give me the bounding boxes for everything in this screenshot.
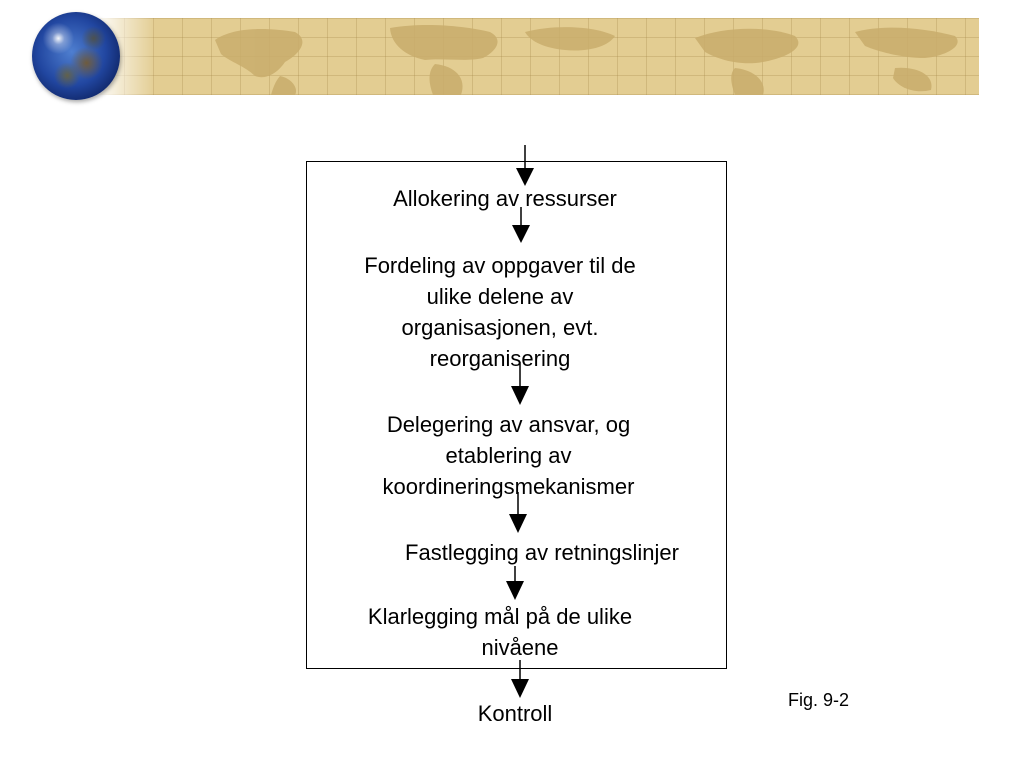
step-line: Fastlegging av retningslinjer: [405, 540, 679, 565]
step-delegering: [330, 409, 687, 502]
step-line: Klarlegging mål på de ulike: [367, 604, 633, 629]
figure-label: Fig. 9-2: [788, 690, 850, 710]
step-klarlegging: [320, 601, 680, 663]
arrow-step4-to-step5: [506, 566, 524, 600]
arrow-frame-to-kontroll: [511, 660, 529, 698]
step-line: Allokering av ressurser: [393, 186, 617, 211]
step-kontroll: [415, 698, 615, 729]
step-fastlegging: [362, 537, 722, 568]
arrow-into-frame: [516, 145, 534, 186]
step-line: Kontroll: [477, 701, 553, 726]
step-allokering: [330, 183, 680, 214]
step-line: reorganisering: [429, 346, 571, 371]
step-fordeling: [320, 250, 680, 374]
step-line: Delegering av ansvar, og: [386, 412, 631, 437]
step-line: Fordeling av oppgaver til de: [364, 253, 636, 278]
step-line: organisasjonen, evt.: [401, 315, 599, 340]
step-line: ulike delene av: [426, 284, 574, 309]
step-line: nivåene: [481, 635, 559, 660]
step-line: koordineringsmekanismer: [382, 474, 635, 499]
step-line: etablering av: [445, 443, 572, 468]
